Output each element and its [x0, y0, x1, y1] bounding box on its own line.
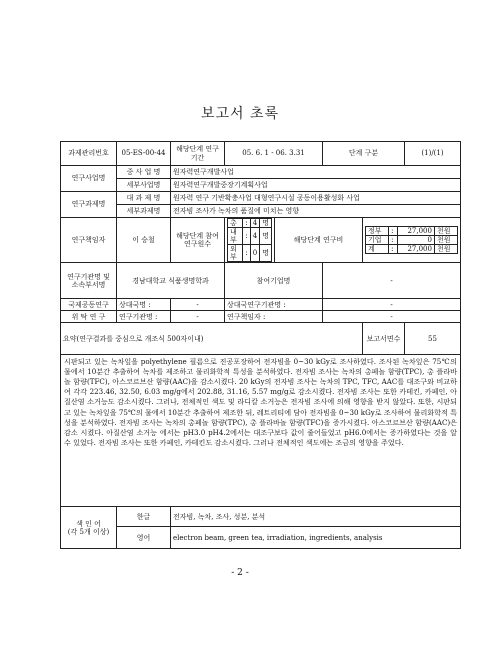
- institution-value: 경남대학교 식품생명학과: [117, 263, 225, 299]
- report-pages-value: 55: [405, 323, 461, 355]
- count-row: [228, 228, 272, 245]
- period-label: 해당단계 연구기간: [171, 142, 225, 166]
- program-detail-value: 원자력연구개발중장기계획사업: [171, 179, 461, 192]
- count-u: 명: [260, 219, 272, 228]
- commission-lead-value: -: [323, 311, 461, 323]
- row-program-mid: [61, 166, 461, 179]
- project-big-label: 대 과 제 명: [117, 192, 171, 205]
- cost-row: [366, 236, 458, 245]
- abstract-table: [60, 141, 461, 549]
- lead-researcher-name: 이 승철: [117, 218, 171, 263]
- row-project-number: [61, 142, 461, 166]
- stage-value: (1)/(1): [405, 142, 461, 166]
- research-cost-list: [365, 226, 458, 254]
- row-international: [61, 299, 461, 311]
- keywords-label: [61, 507, 117, 549]
- row-project-big: [61, 192, 461, 205]
- report-pages-label: 보고서면수: [363, 323, 405, 355]
- row-keywords-en: [61, 527, 461, 549]
- page-title: 보고서 초록: [200, 106, 280, 122]
- count-row: [228, 245, 272, 262]
- commission-lead-label: 연구책임자 :: [225, 311, 323, 323]
- count-k: 내부: [228, 228, 243, 245]
- count-u: 명: [260, 245, 272, 262]
- research-cost-values: [363, 218, 461, 263]
- cost-sep: :: [389, 236, 398, 245]
- row-institution: [61, 263, 461, 299]
- commission-label: 위 탁 연 구: [61, 311, 117, 323]
- row-summary-body: [61, 355, 461, 507]
- cost-v: 27,000: [398, 227, 435, 236]
- commission-inst-value: -: [171, 311, 225, 323]
- count-v: 0: [250, 245, 259, 262]
- partner-company-label: 참여기업명: [225, 263, 323, 299]
- keywords-ko-label: 한글: [117, 507, 171, 527]
- row-summary-header: [61, 323, 461, 355]
- project-detail-value: 전자빔 조사가 녹차의 품질에 미치는 영향: [171, 205, 461, 218]
- page-number: - 2 -: [231, 568, 249, 578]
- keywords-en-label: 영어: [117, 527, 171, 549]
- program-detail-label: 세부사업명: [117, 179, 171, 192]
- cost-u: 천원: [434, 227, 457, 236]
- project-no-label: 과제관리번호: [61, 142, 117, 166]
- keywords-title: 색 인 어: [76, 519, 101, 528]
- keywords-subtitle: (각 5개 이상): [67, 527, 110, 536]
- intl-label: 국제공동연구: [61, 299, 117, 311]
- count-sep: :: [243, 245, 250, 262]
- count-v: 4: [250, 219, 259, 228]
- cost-v: 0: [398, 236, 435, 245]
- program-mid-label: 중 사 업 명: [117, 166, 171, 179]
- commission-inst-label: 연구기관명 :: [117, 311, 171, 323]
- count-u: 명: [260, 228, 272, 245]
- summary-label: 요약(연구결과를 중심으로 개조식 500자이내): [61, 323, 363, 355]
- research-cost-label: 해당단계 연구비: [275, 218, 363, 263]
- row-researcher: [61, 218, 461, 263]
- row-keywords-ko: [61, 507, 461, 527]
- count-v: 4: [250, 228, 259, 245]
- cost-sep: :: [389, 227, 398, 236]
- researcher-count-values: [225, 218, 275, 263]
- cost-sep: :: [389, 245, 398, 254]
- cost-row: [366, 245, 458, 254]
- summary-text: 시판되고 있는 녹차잎을 polyethylene 필름으로 진공포장하여 전자빔을 0~30 kGy로 조사하였다. 조사된 녹차잎은 75℃의 물에서 10분간 추출하여 녹차를 제조하고 물리화학적 특성을 분석하였다. 전자빔 조사는 녹차의 총페놀 함량(TPC), 총 플라바놀 함량(TFC), 아스코르브산 함량(AAC)을 감소시켰다. 20 kGy의 전자빔 조사는 녹차의 TPC, TFC, AAC를 대조구와 비교하여 각각 223.46, 32.50, 6.03 mg/g에서 202.88, 31.16, 5.57 mg/g로 감소시켰다. 전자빔 조사는 또한 카테킨, 카페인, 아질산염 소거능도 감소시켰다. 그러나, 전체적인 색도 및 라디칼 소거능은 전자빔 조사에 의해 영향을 받지 않았다. 또한, 시판되고 있는 녹차잎을 75℃의 물에서 10분간 추출하여 제조한 뒤, 레트리티에 담아 전자빔을 0~30 kGy로 조사하여 물리화학적 특성을 분석하였다. 전자빔 조사는 녹차의 총페놀 함량(TPC), 총 플라바놀 함량(TFC)을 증가시켰다. 아스코르브산 함량(AAC)은 감소 시켰다. 아질산염 소거능 에서는 pH3.0 pH4.2에서는 대조구보다 값이 줄어들었고 pH6.0에서는 증가하였다는 것을 알 수 있었다. 전자빔 조사는 또한 카페인, 카테킨도 감소시켰다. 그러나 전체적인 색도에는 조금의 영향을 주었다.: [61, 355, 461, 507]
- cost-v: 27,000: [398, 245, 435, 254]
- program-label: 연구사업명: [61, 166, 117, 192]
- period-value: 05. 6. 1 - 06. 3.31: [225, 142, 323, 166]
- count-sep: :: [243, 228, 250, 245]
- researcher-count-list: [227, 218, 272, 262]
- count-k: 외부: [228, 245, 243, 262]
- project-detail-label: 세부과제명: [117, 205, 171, 218]
- cost-row: [366, 227, 458, 236]
- intl-inst-label: 상대국연구기관명 :: [225, 299, 323, 311]
- row-project-detail: [61, 205, 461, 218]
- lead-researcher-label: 연구책임자: [61, 218, 117, 263]
- row-program-detail: [61, 179, 461, 192]
- researcher-count-label: 해당단계 참여연구원수: [171, 218, 225, 263]
- project-no-value: 05-ES-00-44: [117, 142, 171, 166]
- keywords-en-value: electron beam, green tea, irradiation, ingredients, analysis: [171, 527, 461, 549]
- project-big-value: 원자력 연구 기반확충사업 대형연구시설 공동이용활성화 사업: [171, 192, 461, 205]
- cost-u: 천원: [434, 245, 457, 254]
- program-mid-value: 원자력연구개발사업: [171, 166, 461, 179]
- institution-label: 연구기관명 및 소속부서명: [61, 263, 117, 299]
- cost-k: 기업: [366, 236, 389, 245]
- cost-k: 정부: [366, 227, 389, 236]
- project-label: 연구과제명: [61, 192, 117, 218]
- count-sep: :: [243, 219, 250, 228]
- partner-company-value: -: [323, 263, 461, 299]
- stage-label: 단계 구분: [323, 142, 405, 166]
- intl-counterpart-value: -: [171, 299, 225, 311]
- row-commission: [61, 311, 461, 323]
- cost-u: 천원: [434, 236, 457, 245]
- count-row: [228, 219, 272, 228]
- intl-counterpart-label: 상대국명 :: [117, 299, 171, 311]
- count-k: 총: [228, 219, 243, 228]
- keywords-ko-value: 전자빔, 녹차, 조사, 성분, 분석: [171, 507, 461, 527]
- cost-k: 계: [366, 245, 389, 254]
- intl-inst-value: -: [323, 299, 461, 311]
